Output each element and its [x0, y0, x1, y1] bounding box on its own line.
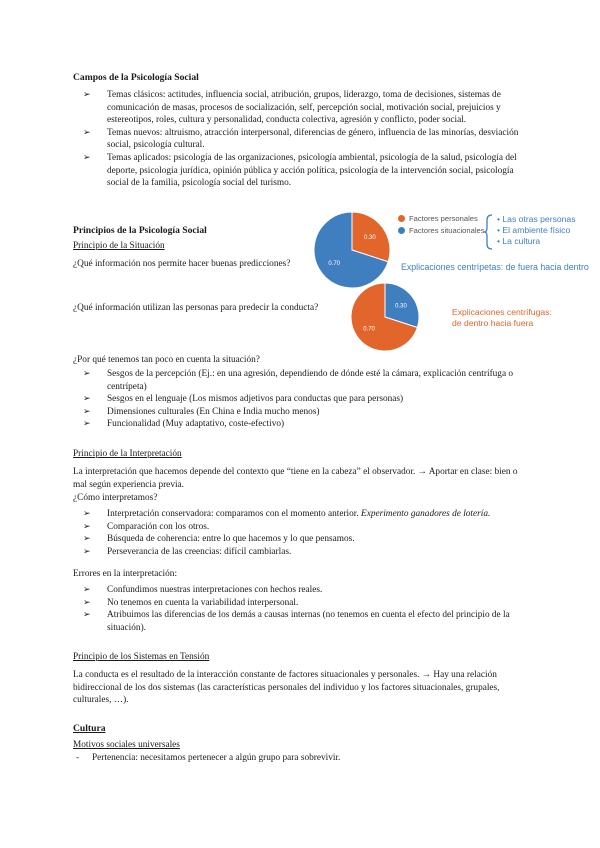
pie-chart-1-legend	[398, 213, 485, 237]
list-item: ➢ Dimensiones culturales (En China e India mucho menos)	[73, 406, 525, 419]
list-item: ➢ Temas aplicados: psicología de las organizaciones, psicología ambiental, psicología de la salud, psicología del deporte, psicología jurídica, opinión pública y acción política, psicología de la intervención social, psicología social de la familia, psicología social del turismo.	[73, 152, 525, 190]
subsection-title-sistemas: Principio de los Sistemas en Tensión	[73, 652, 210, 662]
errores-heading: Errores en la interpretación:	[73, 569, 178, 579]
side-list-item: • El ambiente físico	[497, 225, 571, 235]
list-item: ➢ Temas nuevos: altruismo, atracción interpersonal, diferencias de género, influencia de las minorías, desviación social, psicología cultural.	[73, 127, 525, 152]
question-2: ¿Qué información utilizan las personas para predecir la conducta?	[73, 303, 319, 313]
list-item: ➢ Sesgos en el lenguaje (Los mismos adjetivos para conductas que para personas)	[73, 393, 525, 406]
list-item: ➢ Interpretación conservadora: comparamos con el momento anterior. Experimento ganadores de lotería.	[73, 508, 533, 521]
sistemas-paragraph: La conducta es el resultado de la interacción constante de factores situacionales y personales. → Hay una relación bidireccional de los dos sistemas (las características personales del individuo y los factores situacionales, grupales, culturales, …).	[73, 670, 500, 706]
brace-icon	[484, 214, 494, 250]
pie-chart-1	[312, 210, 392, 290]
pie-chart-2	[349, 281, 421, 353]
chart-1-caption: Explicaciones centrípetas: de fuera hacia dentro	[401, 262, 589, 272]
side-list-item: • Las otras personas	[497, 214, 576, 224]
subsection-title-situacion: Principio de la Situación	[73, 241, 165, 251]
pie-data-label: 0.30	[363, 235, 376, 242]
list-item: ➢ Confundimos nuestras interpretaciones con hechos reales.	[73, 584, 525, 597]
list-item: ➢ No tenemos en cuenta la variabilidad interpersonal.	[73, 597, 525, 610]
subsection-title-interpretacion: Principio de la Interpretación	[73, 449, 182, 459]
side-list-item: • La cultura	[497, 236, 541, 246]
dash-bullet: -	[76, 753, 80, 763]
interpretacion-list	[73, 508, 533, 558]
list-item: ➢ Comparación con los otros.	[73, 521, 533, 534]
errores-list	[73, 584, 525, 634]
list-item: Pertenencia: necesitamos pertenecer a algún grupo para sobrevivir.	[92, 753, 341, 763]
legend-swatch-blue	[398, 227, 405, 234]
chart-2-caption: Explicaciones centrífugas: de dentro hacia fuera	[452, 307, 552, 328]
legend-swatch-orange	[398, 215, 405, 222]
pie-data-label: 0.70	[363, 326, 375, 333]
list-item: ➢ Perseverancia de las creencias: difícil cambiarlas.	[73, 546, 533, 559]
side-list	[497, 214, 576, 247]
situacion-list	[73, 368, 525, 431]
interpretacion-question: ¿Cómo interpretamos?	[73, 493, 158, 503]
question-3: ¿Por qué tenemos tan poco en cuenta la situación?	[73, 355, 260, 365]
legend-item: Factores personales	[398, 213, 485, 225]
section-title-cultura: Cultura	[73, 723, 106, 734]
list-item: ➢ Temas clásicos: actitudes, influencia social, atribución, grupos, liderazgo, toma de decisiones, sistemas de comunicación de masas, procesos de socialización, self, percepción social, motivación social, prejuicios y estereotipos, roles, cultura y personalidad, conducta colectiva, agresión y conflicto, poder social.	[73, 89, 525, 127]
legend-item: Factores situacionales	[398, 225, 485, 237]
list-item: ➢ Atribuimos las diferencias de los demás a causas internas (no tenemos en cuenta el efecto del principio de la situación).	[73, 609, 525, 634]
section-title-campos: Campos de la Psicología Social	[73, 72, 199, 83]
pie-data-label: 0.30	[395, 303, 407, 310]
question-1: ¿Qué información nos permite hacer buenas predicciones?	[73, 259, 291, 269]
section-title-principios: Principios de la Psicología Social	[73, 225, 207, 236]
pie-data-label: 0.70	[328, 260, 341, 267]
list-item: ➢ Sesgos de la percepción (Ej.: en una agresión, dependiendo de dónde esté la cámara, explicación centrífuga o centrípeta)	[73, 368, 525, 393]
list-item: ➢ Funcionalidad (Muy adaptativo, coste-efectivo)	[73, 418, 525, 431]
interpretacion-paragraph: La interpretación que hacemos depende del contexto que “tiene en la cabeza” el observador. → Aportar en clase: bien o mal según experiencia previa.	[73, 467, 518, 490]
campos-list	[73, 89, 525, 190]
subsection-title-motivos: Motivos sociales universales	[73, 740, 180, 750]
list-item: ➢ Búsqueda de coherencia: entre lo que hacemos y lo que pensamos.	[73, 533, 533, 546]
